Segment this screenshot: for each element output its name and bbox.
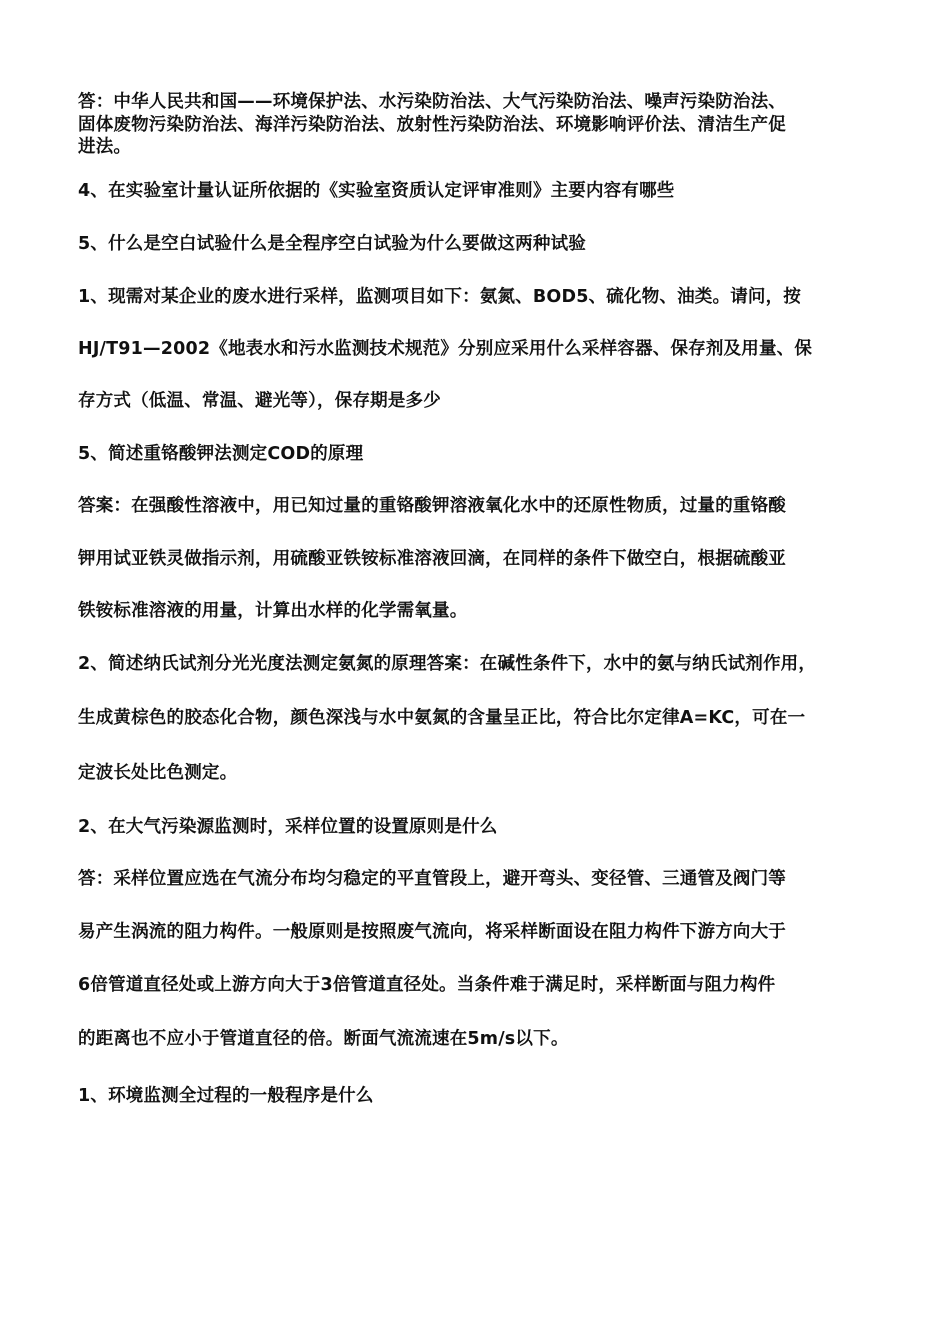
text-line: 易产生涡流的阻力构件。一般原则是按照废气流向，将采样断面设在阻力构件下游方向大于	[78, 922, 786, 942]
question-heading: 4、在实验室计量认证所依据的《实验室资质认定评审准则》主要内容有哪些	[78, 181, 675, 201]
text-line: 存方式（低温、常温、避光等），保存期是多少	[78, 391, 441, 411]
question-heading: 5、什么是空白试验什么是全程序空白试验为什么要做这两种试验	[78, 234, 586, 254]
text-line: 6倍管道直径处或上游方向大于3倍管道直径处。当条件难于满足时，采样断面与阻力构件	[78, 975, 776, 995]
question-heading: 1、现需对某企业的废水进行采样，监测项目如下：氨氮、BOD5、硫化物、油类。请问，按	[78, 287, 801, 307]
question-heading: 1、环境监测全过程的一般程序是什么	[78, 1086, 374, 1106]
text-line: 答：中华人民共和国——环境保护法、水污染防治法、大气污染防治法、噪声污染防治法、	[78, 92, 786, 112]
question-heading: 2、在大气污染源监测时，采样位置的设置原则是什么	[78, 817, 498, 837]
text-line: 进法。	[78, 137, 132, 157]
text-line: 答案：在强酸性溶液中，用已知过量的重铬酸钾溶液氧化水中的还原性物质，过量的重铬酸	[78, 496, 786, 516]
text-line: 钾用试亚铁灵做指示剂，用硫酸亚铁铵标准溶液回滴，在同样的条件下做空白，根据硫酸亚	[78, 549, 786, 569]
text-line: 固体废物污染防治法、海洋污染防治法、放射性污染防治法、环境影响评价法、清洁生产促	[78, 115, 786, 135]
question-heading: 5、简述重铬酸钾法测定COD的原理	[78, 444, 364, 464]
text-line: 定波长处比色测定。	[78, 763, 238, 783]
text-line: 答：采样位置应选在气流分布均匀稳定的平直管段上，避开弯头、变径管、三通管及阀门等	[78, 869, 786, 889]
text-line: 的距离也不应小于管道直径的倍。断面气流流速在5m/s以下。	[78, 1029, 569, 1049]
text-line: 铁铵标准溶液的用量，计算出水样的化学需氧量。	[78, 601, 468, 621]
text-line: HJ/T91—2002《地表水和污水监测技术规范》分别应采用什么采样容器、保存剂及用量、保	[78, 339, 813, 359]
question-heading: 2、简述纳氏试剂分光光度法测定氨氮的原理答案：在碱性条件下，水中的氨与纳氏试剂作用，	[78, 654, 817, 674]
text-line: 生成黄棕色的胶态化合物，颜色深浅与水中氨氮的含量呈正比，符合比尔定律A=KC，可在一	[78, 708, 806, 728]
